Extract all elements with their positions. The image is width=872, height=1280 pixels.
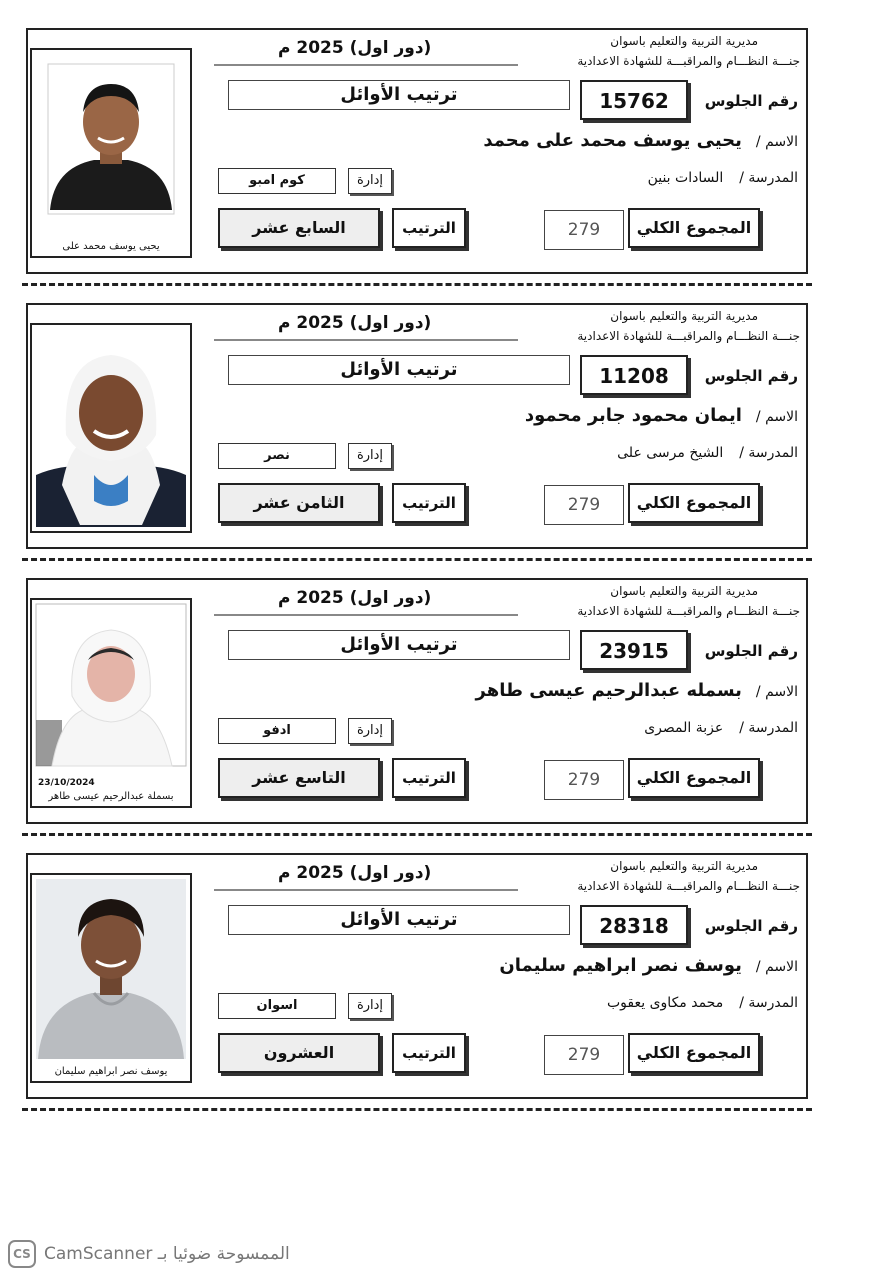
dashed-separator bbox=[22, 283, 812, 286]
directorate-text: مديرية التربية والتعليم باسوان bbox=[610, 309, 758, 323]
seat-label: رقم الجلوس bbox=[704, 642, 798, 660]
seat-number: 28318 bbox=[580, 905, 688, 945]
seat-label: رقم الجلوس bbox=[704, 92, 798, 110]
seat-number: 23915 bbox=[580, 630, 688, 670]
student-name: يوسف نصر ابراهيم سليمان bbox=[499, 955, 742, 976]
header-rule bbox=[214, 614, 518, 616]
name-row bbox=[525, 405, 798, 426]
student-photo bbox=[30, 323, 192, 533]
photo-portrait bbox=[32, 600, 190, 806]
student-photo bbox=[30, 598, 192, 808]
school-row bbox=[607, 995, 798, 1011]
admin-label: إدارة bbox=[348, 993, 392, 1019]
total-label: المجموع الكلي bbox=[628, 1033, 760, 1073]
school-name: الشيخ مرسى على bbox=[617, 445, 724, 461]
student-photo bbox=[30, 48, 192, 258]
rank-label: الترتيب bbox=[392, 483, 466, 523]
committee-text: جنـــة النظـــام والمراقبـــة للشهادة الاعدادية bbox=[577, 329, 800, 343]
rank-value: العشرون bbox=[218, 1033, 380, 1073]
school-row bbox=[648, 170, 798, 186]
student-name: بسمله عبدالرحيم عيسى طاهر bbox=[475, 680, 742, 701]
admin-value: ادفو bbox=[218, 718, 336, 744]
school-name: عزبة المصرى bbox=[644, 720, 724, 736]
camscanner-text: الممسوحة ضوئيا بـ CamScanner bbox=[44, 1244, 290, 1264]
admin-value: نصر bbox=[218, 443, 336, 469]
school-name: محمد مكاوى يعقوب bbox=[606, 995, 724, 1011]
school-row bbox=[644, 720, 798, 736]
dashed-separator bbox=[22, 1108, 812, 1111]
photo-caption: يوسف نصر ابراهيم سليمان bbox=[54, 1066, 168, 1077]
name-row bbox=[476, 680, 798, 701]
photo-date: 23/10/2024 bbox=[38, 778, 95, 788]
total-value: 279 bbox=[544, 1035, 624, 1075]
admin-label: إدارة bbox=[348, 718, 392, 744]
school-label: المدرسة / bbox=[739, 445, 798, 461]
seat-label: رقم الجلوس bbox=[704, 917, 798, 935]
school-row bbox=[617, 445, 798, 461]
school-label: المدرسة / bbox=[739, 170, 798, 186]
name-row bbox=[499, 955, 798, 976]
rank-value: التاسع عشر bbox=[218, 758, 380, 798]
header-rule bbox=[214, 889, 518, 891]
total-label: المجموع الكلي bbox=[628, 758, 760, 798]
photo-portrait bbox=[32, 325, 190, 531]
seat-number: 11208 bbox=[580, 355, 688, 395]
photo-portrait bbox=[32, 50, 190, 256]
committee-text: جنـــة النظـــام والمراقبـــة للشهادة الاعدادية bbox=[577, 879, 800, 893]
admin-value: اسوان bbox=[218, 993, 336, 1019]
admin-label: إدارة bbox=[348, 443, 392, 469]
student-card bbox=[26, 303, 808, 549]
total-value: 279 bbox=[544, 210, 624, 250]
total-label: المجموع الكلي bbox=[628, 208, 760, 248]
admin-label: إدارة bbox=[348, 168, 392, 194]
dashed-separator bbox=[22, 558, 812, 561]
dashed-separator bbox=[22, 833, 812, 836]
committee-text: جنـــة النظـــام والمراقبـــة للشهادة الاعدادية bbox=[577, 54, 800, 68]
session-text: (دور اول) 2025 م bbox=[278, 38, 432, 58]
photo-caption: يحيى يوسف محمد على bbox=[62, 241, 160, 252]
session-text: (دور اول) 2025 م bbox=[278, 313, 432, 333]
rank-label: الترتيب bbox=[392, 208, 466, 248]
seat-label: رقم الجلوس bbox=[704, 367, 798, 385]
session-text: (دور اول) 2025 م bbox=[278, 863, 432, 883]
title-box: ترتيب الأوائل bbox=[228, 905, 570, 935]
student-photo bbox=[30, 873, 192, 1083]
camscanner-footer bbox=[8, 1240, 290, 1268]
camscanner-icon: CS bbox=[8, 1240, 36, 1268]
name-label: الاسم / bbox=[755, 409, 798, 425]
directorate-text: مديرية التربية والتعليم باسوان bbox=[610, 34, 758, 48]
name-label: الاسم / bbox=[755, 684, 798, 700]
name-label: الاسم / bbox=[755, 959, 798, 975]
photo-portrait bbox=[32, 875, 190, 1081]
rank-label: الترتيب bbox=[392, 758, 466, 798]
total-value: 279 bbox=[544, 485, 624, 525]
student-name: ايمان محمود جابر محمود bbox=[524, 405, 742, 426]
session-text: (دور اول) 2025 م bbox=[278, 588, 432, 608]
name-row bbox=[483, 130, 798, 151]
photo-caption: بسملة عبدالرحيم عيسى طاهر bbox=[48, 791, 174, 802]
title-box: ترتيب الأوائل bbox=[228, 80, 570, 110]
student-name: يحيى يوسف محمد على محمد bbox=[483, 130, 742, 151]
school-name: السادات بنين bbox=[647, 170, 724, 186]
directorate-text: مديرية التربية والتعليم باسوان bbox=[610, 859, 758, 873]
admin-value: كوم امبو bbox=[218, 168, 336, 194]
total-label: المجموع الكلي bbox=[628, 483, 760, 523]
school-label: المدرسة / bbox=[739, 995, 798, 1011]
student-card bbox=[26, 578, 808, 824]
rank-value: السابع عشر bbox=[218, 208, 380, 248]
seat-number: 15762 bbox=[580, 80, 688, 120]
name-label: الاسم / bbox=[755, 134, 798, 150]
header-rule bbox=[214, 64, 518, 66]
committee-text: جنـــة النظـــام والمراقبـــة للشهادة الاعدادية bbox=[577, 604, 800, 618]
student-card bbox=[26, 28, 808, 274]
rank-value: الثامن عشر bbox=[218, 483, 380, 523]
title-box: ترتيب الأوائل bbox=[228, 630, 570, 660]
directorate-text: مديرية التربية والتعليم باسوان bbox=[610, 584, 758, 598]
header-rule bbox=[214, 339, 518, 341]
school-label: المدرسة / bbox=[739, 720, 798, 736]
title-box: ترتيب الأوائل bbox=[228, 355, 570, 385]
rank-label: الترتيب bbox=[392, 1033, 466, 1073]
total-value: 279 bbox=[544, 760, 624, 800]
student-card bbox=[26, 853, 808, 1099]
